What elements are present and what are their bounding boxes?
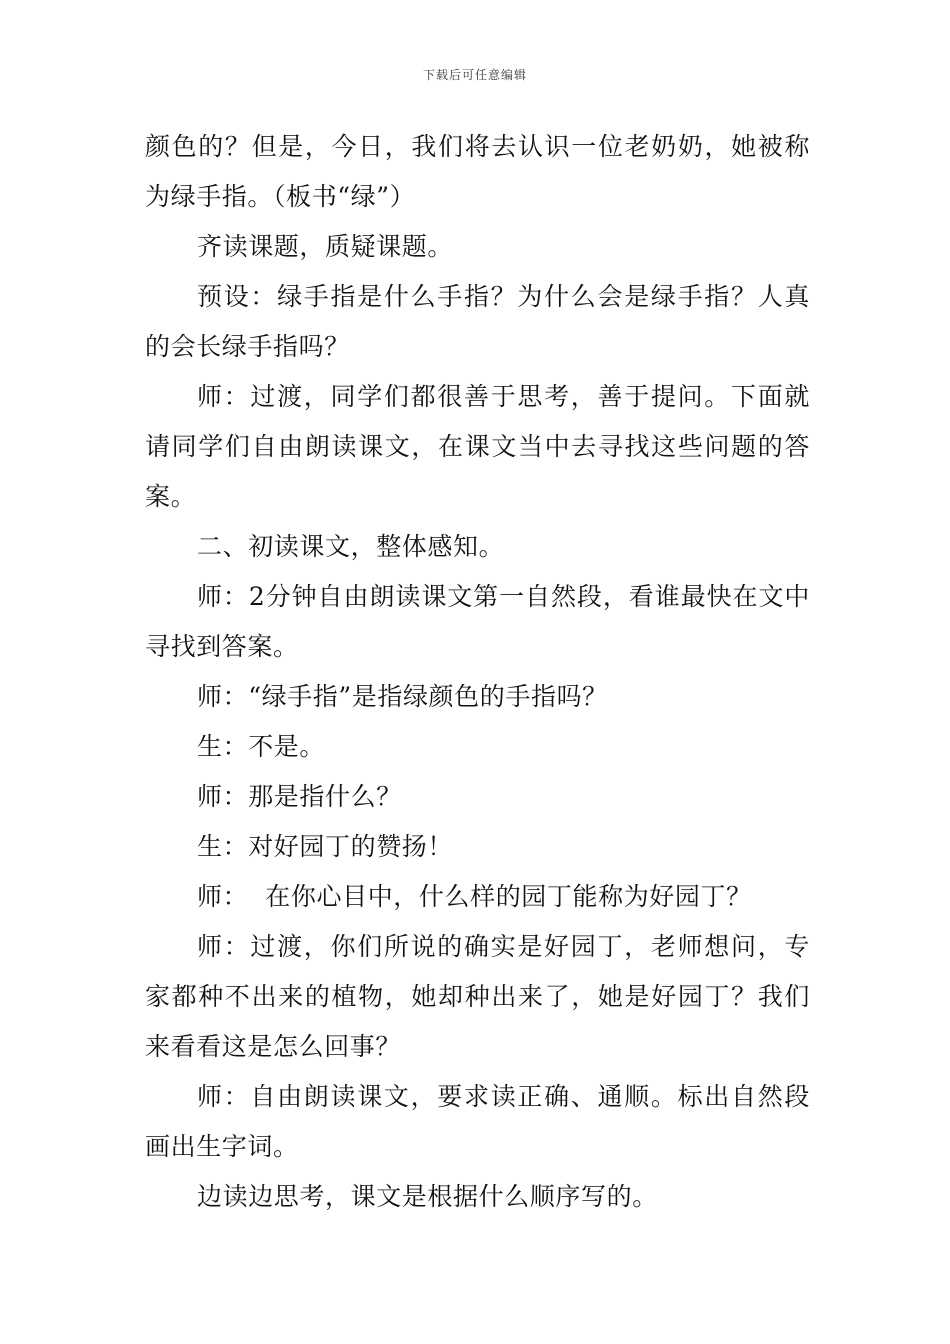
paragraph: 齐读课题，质疑课题。 bbox=[197, 232, 454, 261]
paragraph: 师：过渡，你们所说的确实是好园丁，老师想问，专家都种不出来的植物，她却种出来了，她是好园丁？我们来看看这是怎么回事？ bbox=[145, 932, 810, 1061]
paragraph: 师：过渡，同学们都很善于思考，善于提问。下面就请同学们自由朗读课文，在课文当中去寻找这些问题的答案。 bbox=[145, 382, 810, 511]
paragraph: 颜色的？但是，今日，我们将去认识一位老奶奶，她被称为绿手指。（板书“绿”） bbox=[145, 132, 810, 211]
paragraph: 师：2分钟自由朗读课文第一自然段，看谁最快在文中寻找到答案。 bbox=[145, 582, 810, 661]
paragraph: 师：“绿手指”是指绿颜色的手指吗？ bbox=[197, 682, 608, 711]
header-note: 下载后可任意编辑 bbox=[422, 68, 527, 82]
paragraph: 师： 在你心目中，什么样的园丁能称为好园丁？ bbox=[197, 882, 752, 911]
paragraph: 师：那是指什么？ bbox=[197, 782, 402, 811]
paragraph: 预设：绿手指是什么手指？为什么会是绿手指？人真的会长绿手指吗？ bbox=[145, 282, 810, 361]
paragraph: 生：不是。 bbox=[197, 732, 326, 761]
section-heading: 二、初读课文，整体感知。 bbox=[197, 532, 505, 561]
paragraph: 师：自由朗读课文，要求读正确、通顺。标出自然段画出生字词。 bbox=[145, 1082, 810, 1161]
document-body bbox=[145, 122, 810, 1222]
paragraph: 生：对好园丁的赞扬！ bbox=[197, 832, 454, 861]
paragraph: 边读边思考，课文是根据什么顺序写的。 bbox=[197, 1182, 658, 1211]
